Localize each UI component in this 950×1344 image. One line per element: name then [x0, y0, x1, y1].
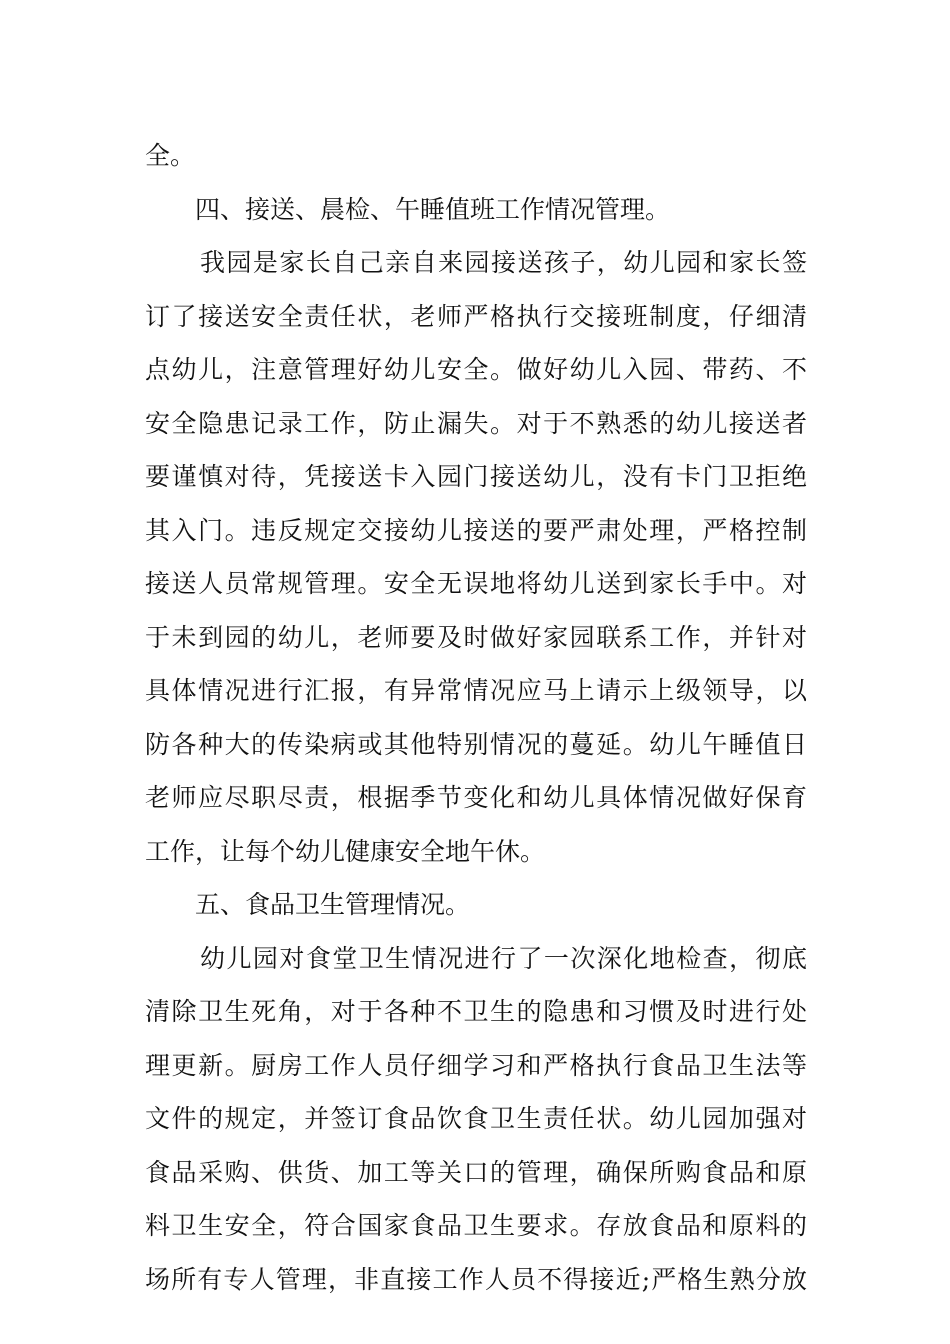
paragraph-line: 具体情况进行汇报，有异常情况应马上请示上级领导，以 — [145, 676, 807, 705]
paragraph-line: 要谨慎对待，凭接送卡入园门接送幼儿，没有卡门卫拒绝 — [145, 462, 807, 491]
paragraph-line: 订了接送安全责任状，老师严格执行交接班制度，仔细清 — [145, 301, 807, 331]
section-heading-4: 四、接送、晨检、午睡值班工作情况管理。 — [195, 194, 671, 224]
paragraph-continuation-line: 全。 — [145, 141, 196, 170]
paragraph-line: 其入门。违反规定交接幼儿接送的要严肃处理，严格控制 — [145, 515, 807, 545]
paragraph-line: 料卫生安全，符合国家食品卫生要求。存放食品和原料的 — [145, 1211, 807, 1240]
paragraph-line: 工作，让每个幼儿健康安全地午休。 — [145, 836, 546, 866]
paragraph-line: 安全隐患记录工作，防止漏失。对于不熟悉的幼儿接送者 — [145, 408, 807, 438]
paragraph-line: 我园是家长自己亲自来园接送孩子，幼儿园和家长签 — [200, 248, 807, 277]
paragraph-line: 清除卫生死角，对于各种不卫生的隐患和习惯及时进行处 — [145, 997, 807, 1026]
paragraph-line: 点幼儿，注意管理好幼儿安全。做好幼儿入园、带药、不 — [145, 355, 807, 384]
section-heading-5: 五、食品卫生管理情况。 — [195, 890, 471, 919]
paragraph-line: 接送人员常规管理。安全无误地将幼儿送到家长手中。对 — [145, 569, 807, 598]
paragraph-line: 防各种大的传染病或其他特别情况的蔓延。幼儿午睡值日 — [145, 729, 807, 759]
document-page — [145, 129, 807, 1306]
paragraph-line: 于未到园的幼儿，老师要及时做好家园联系工作，并针对 — [145, 622, 807, 652]
paragraph-line: 文件的规定，并签订食品饮食卫生责任状。幼儿园加强对 — [145, 1104, 807, 1133]
paragraph-line: 食品采购、供货、加工等关口的管理，确保所购食品和原 — [145, 1157, 807, 1187]
paragraph-line: 场所有专人管理，非直接工作人员不得接近;严格生熟分放 — [145, 1264, 807, 1294]
paragraph-line: 理更新。厨房工作人员仔细学习和严格执行食品卫生法等 — [145, 1050, 807, 1080]
paragraph-line: 老师应尽职尽责，根据季节变化和幼儿具体情况做好保育 — [145, 783, 807, 812]
paragraph-line: 幼儿园对食堂卫生情况进行了一次深化地检查，彻底 — [200, 943, 807, 973]
